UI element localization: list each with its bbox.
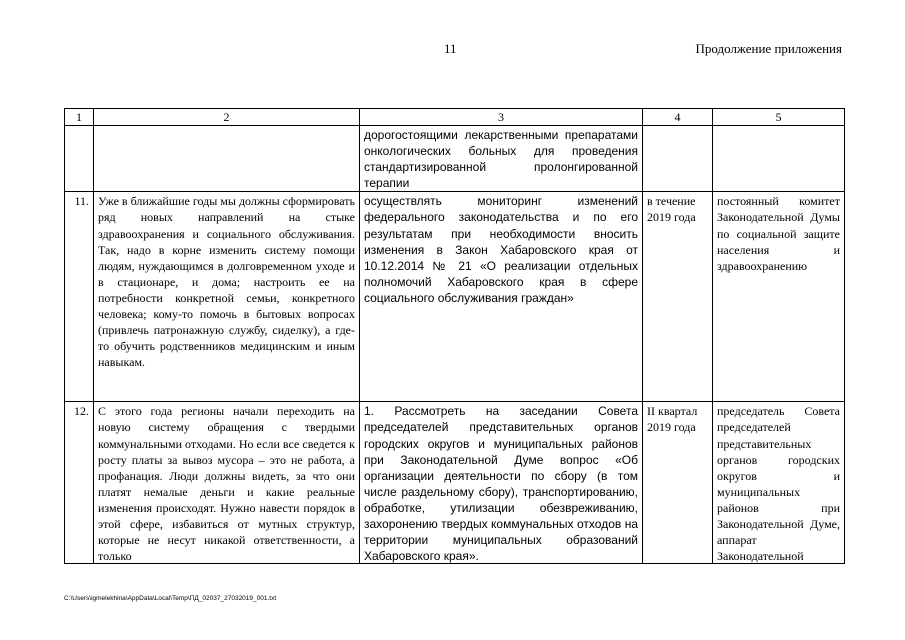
column-header: 3 (360, 109, 643, 126)
measures-text: 1. Рассмотреть на заседании Совета председателей представительных органов городских округов и муниципальных районов при Законодательной Думе вопрос «Об организации деятельности по сбору (в том числе раздельному сбору), транспортированию, обработке, утилизации обезвреживанию, захоронению твердых коммунальных отходов на территории муниципальных образований Хабаровского края». (364, 404, 638, 564)
table-row (65, 402, 845, 564)
page-number: 11 (444, 41, 457, 56)
task-cell: Уже в ближайшие годы мы должны сформировать ряд новых направлений на стыке здравоохранения и социального обслуживания. Так, надо в корне изменить систему помощи людям, нуждающимся в долговременном уходе и в стационаре, и дома; настроить ее на потребности конкретной семьи, конкретного человека; кому-то помочь в бытовых вопросах (привлечь патронажную службу, сиделку), а где-то обучить родственников медицинским и иным навыкам. (94, 192, 360, 402)
continuation-label: Продолжение приложения (695, 41, 842, 56)
measures-cell: осуществлять мониторинг изменений федерального законодательства и по его результатам при необходимости вносить изменения в Закон Хабаровского края от 10.12.2014 № 21 «О реализации отдельных полномочий Хабаровского края в сфере социального обслуживания граждан» (360, 192, 643, 402)
column-header: 2 (94, 109, 360, 126)
task-cell (94, 126, 360, 192)
table-header-row (65, 109, 845, 126)
table-row (65, 126, 845, 192)
responsible-text: председатель Совета председателей представительных органов городских округов и муниципальных районов при Законодательной Думе, аппарат Законодательной (717, 404, 840, 564)
column-header: 1 (65, 109, 94, 126)
row-number (65, 126, 94, 192)
task-cell (94, 402, 360, 564)
term-cell (643, 126, 713, 192)
responsible-cell (713, 402, 845, 564)
responsible-cell (713, 126, 845, 192)
column-header: 4 (643, 109, 713, 126)
measures-cell: дорогостоящими лекарственными препаратами онкологических больных для проведения стандартизированной пролонгированной терапии (360, 126, 643, 192)
table-row (65, 192, 845, 402)
row-number: 12. (65, 402, 94, 564)
column-header: 5 (713, 109, 845, 126)
file-path-footer: C:\Users\igmelekhina\AppData\Local\Temp\ПД_02037_27032019_001.txt (64, 595, 277, 602)
task-text: С этого года регионы начали переходить на новую систему обращения с твердыми коммунальными отходами. Но если все сведется к росту платы за вывоз мусора – это не работа, а профанация. Люди должны видеть, за что они платят немалые деньги и какие реальные изменения происходят. Нужно навести порядок в этой сфере, избавиться от мутных структур, которые не несут никакой ответственности, а только (98, 404, 355, 564)
appendix-table (64, 108, 845, 564)
term-cell: II квартал 2019 года (643, 402, 713, 564)
term-cell: в течение 2019 года (643, 192, 713, 402)
responsible-cell: постоянный комитет Законодательной Думы по социальной защите населения и здравоохранению (713, 192, 845, 402)
row-number: 11. (65, 192, 94, 402)
measures-cell (360, 402, 643, 564)
